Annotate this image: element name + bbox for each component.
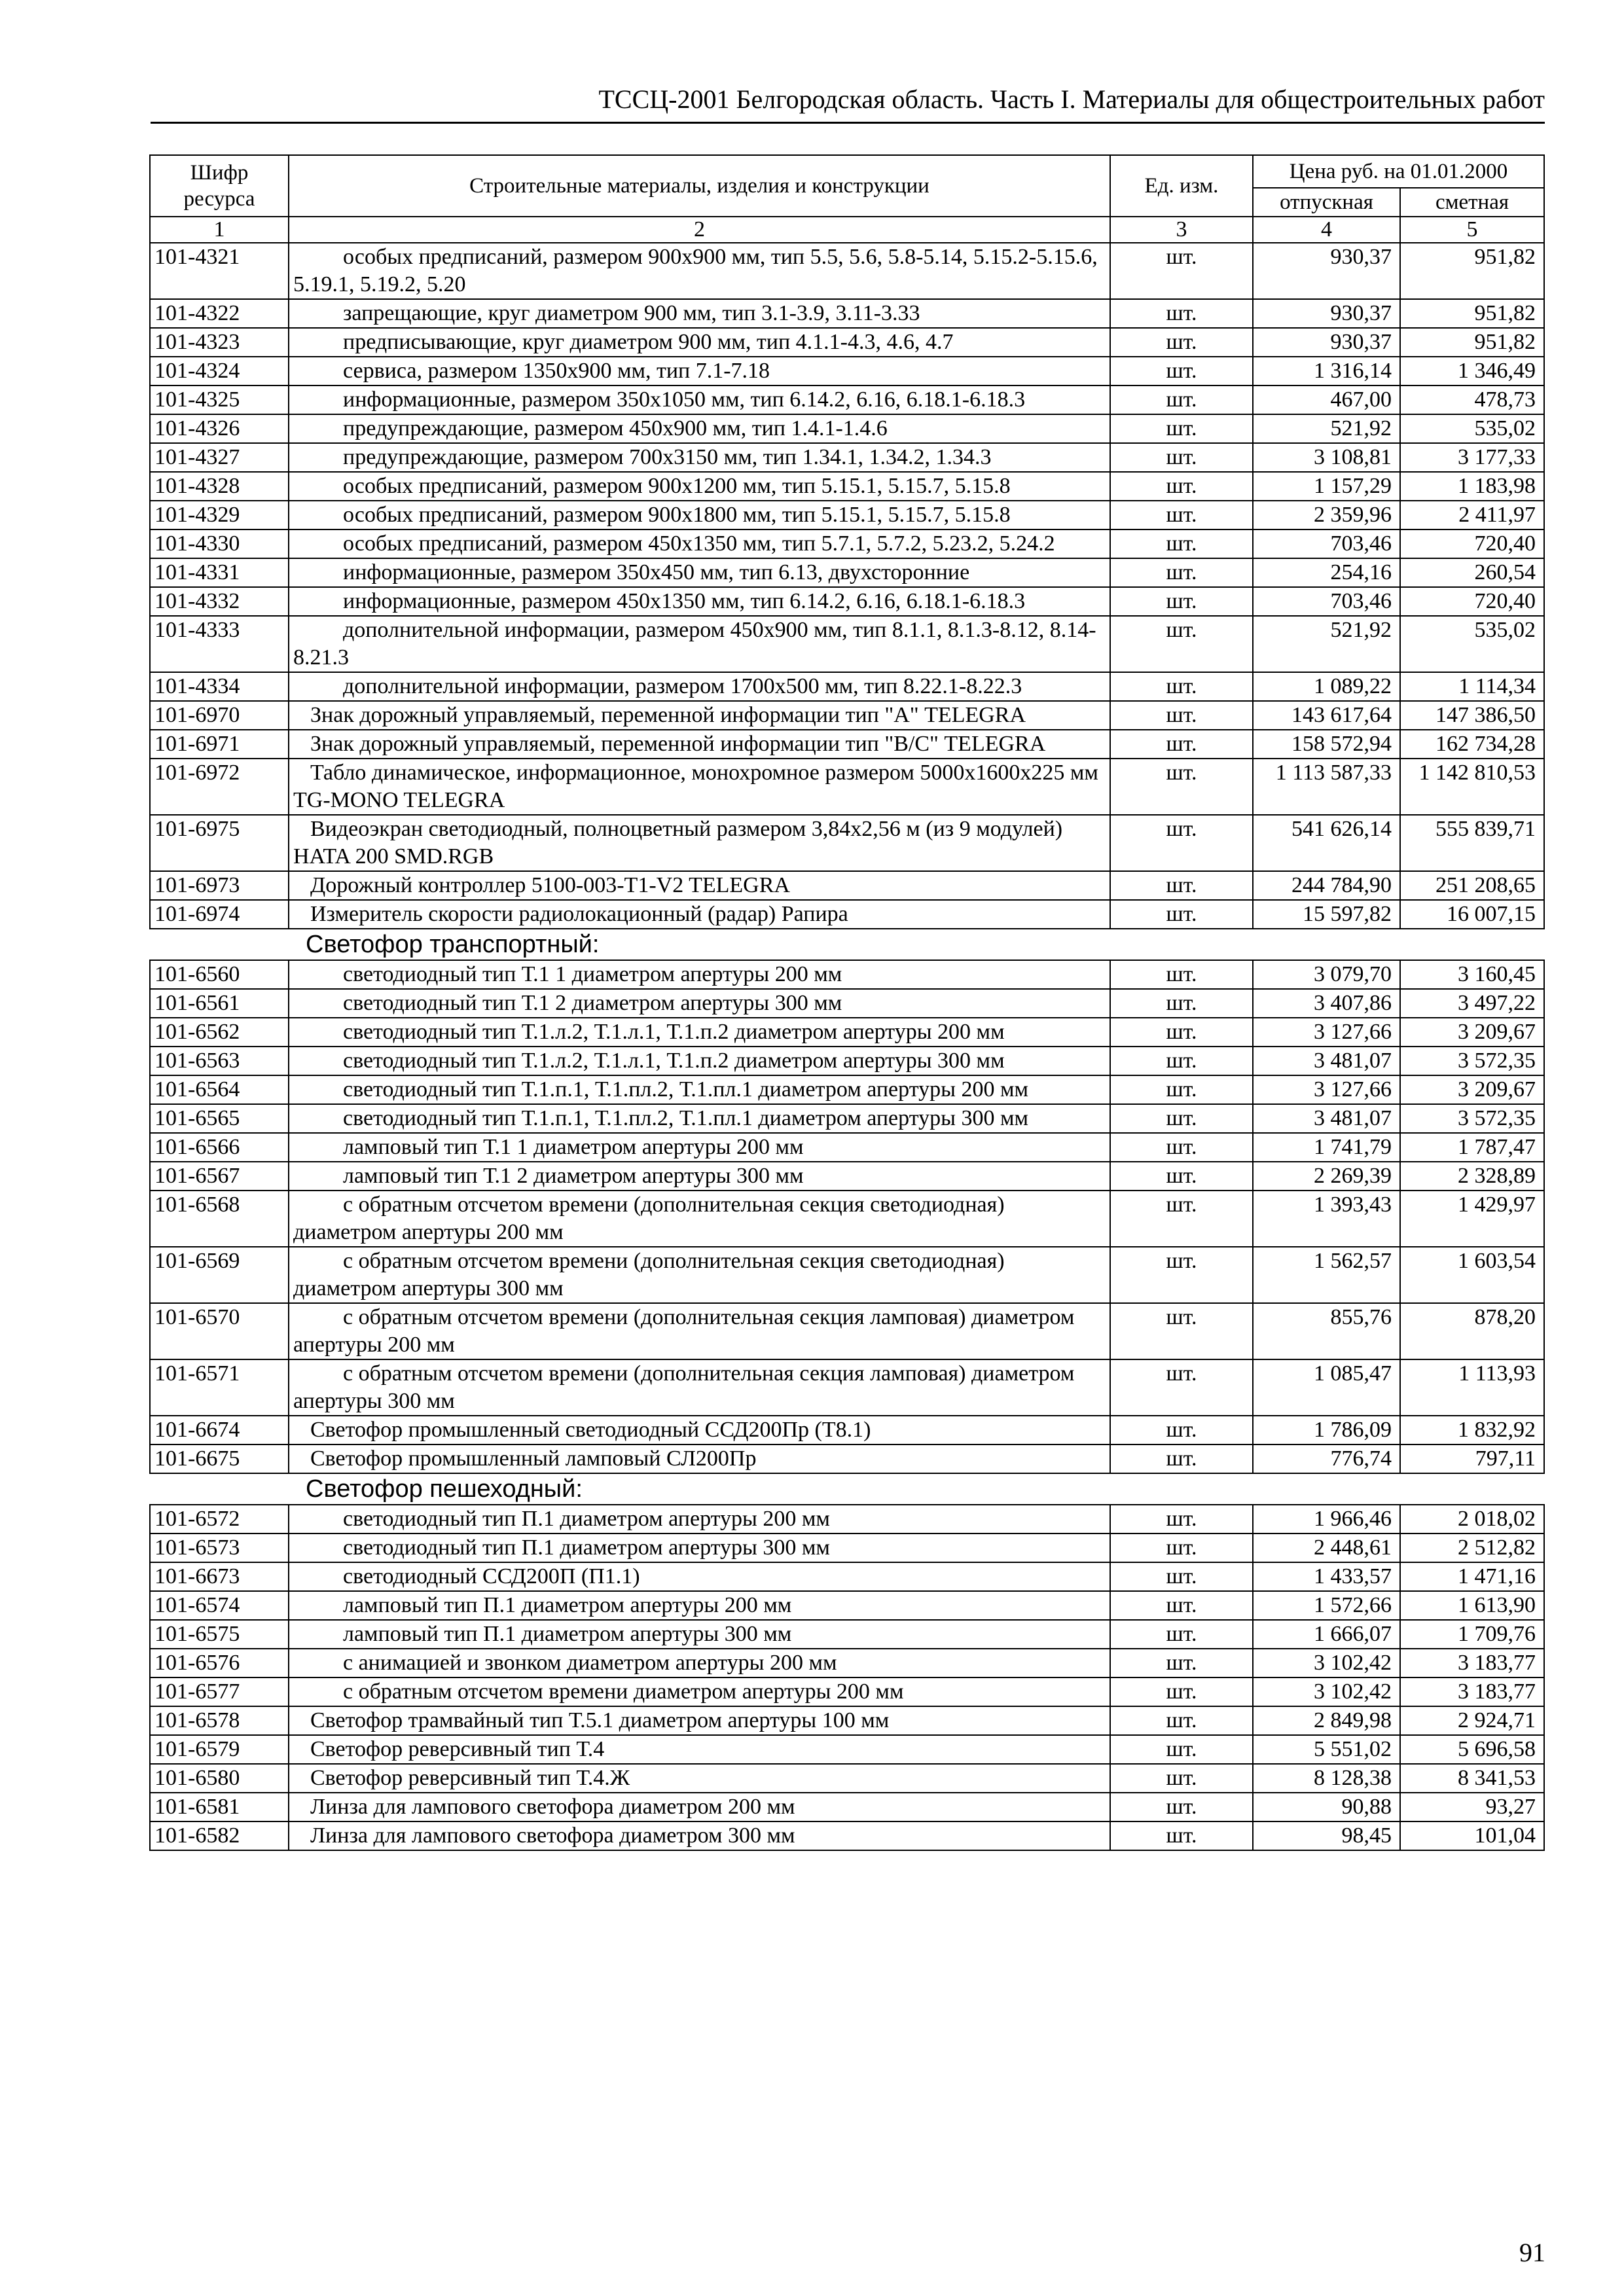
release-price-cell: 1 433,57 [1253,1562,1400,1591]
material-name-cell: светодиодный тип П.1 диаметром апертуры 200 мм [289,1505,1110,1534]
table-row [150,1706,1544,1735]
table-row [150,1444,1544,1473]
unit-cell: шт. [1110,1677,1253,1706]
estimate-price-cell: 720,40 [1400,587,1544,616]
release-price-cell: 1 786,09 [1253,1416,1400,1444]
header-code: Шифр ресурса [150,155,289,217]
section-title: Светофор транспортный: [150,929,1544,960]
release-price-cell: 5 551,02 [1253,1735,1400,1764]
table-row [150,1047,1544,1075]
unit-cell: шт. [1110,815,1253,871]
unit-cell: шт. [1110,1162,1253,1191]
material-name-cell: светодиодный тип Т.1 2 диаметром апертуры 300 мм [289,989,1110,1018]
material-name-cell: Измеритель скорости радиолокационный (радар) Рапира [289,900,1110,929]
release-price-cell: 855,76 [1253,1303,1400,1359]
release-price-cell: 1 085,47 [1253,1359,1400,1416]
table-body [150,243,1544,1850]
resource-code-cell: 101-4332 [150,587,289,616]
page-number: 91 [1519,2238,1545,2267]
release-price-cell: 3 102,42 [1253,1677,1400,1706]
release-price-cell: 90,88 [1253,1793,1400,1821]
resource-code-cell: 101-6582 [150,1821,289,1850]
table-row [150,759,1544,815]
material-name-cell: предупреждающие, размером 450х900 мм, тип 1.4.1-1.4.6 [289,414,1110,443]
unit-cell: шт. [1110,243,1253,299]
resource-code-cell: 101-6564 [150,1075,289,1104]
estimate-price-cell: 3 572,35 [1400,1047,1544,1075]
resource-code-cell: 101-6575 [150,1620,289,1649]
release-price-cell: 2 849,98 [1253,1706,1400,1735]
resource-code-cell: 101-6973 [150,871,289,900]
table-row [150,558,1544,587]
unit-cell: шт. [1110,616,1253,672]
release-price-cell: 1 966,46 [1253,1505,1400,1534]
release-price-cell: 1 666,07 [1253,1620,1400,1649]
release-price-cell: 930,37 [1253,299,1400,328]
resource-code-cell: 101-6563 [150,1047,289,1075]
resource-code-cell: 101-6578 [150,1706,289,1735]
unit-cell: шт. [1110,1534,1253,1562]
column-number: 3 [1110,217,1253,243]
release-price-cell: 158 572,94 [1253,730,1400,759]
table-row [150,815,1544,871]
material-name-cell: с обратным отсчетом времени (дополнительная секция ламповая) диаметром апертуры 300 мм [289,1359,1110,1416]
release-price-cell: 8 128,38 [1253,1764,1400,1793]
resource-code-cell: 101-4326 [150,414,289,443]
release-price-cell: 1 572,66 [1253,1591,1400,1620]
section-title: Светофор пешеходный: [150,1473,1544,1505]
table-row [150,1793,1544,1821]
table-row [150,414,1544,443]
resource-code-cell: 101-6560 [150,960,289,989]
unit-cell: шт. [1110,1821,1253,1850]
unit-cell: шт. [1110,472,1253,501]
material-name-cell: запрещающие, круг диаметром 900 мм, тип 3.1-3.9, 3.11-3.33 [289,299,1110,328]
material-name-cell: с обратным отсчетом времени (дополнительная секция ламповая) диаметром апертуры 200 мм [289,1303,1110,1359]
column-number: 5 [1400,217,1544,243]
table-row [150,587,1544,616]
material-name-cell: светодиодный тип Т.1.п.1, Т.1.пл.2, Т.1.пл.1 диаметром апертуры 300 мм [289,1104,1110,1133]
estimate-price-cell: 3 177,33 [1400,443,1544,472]
unit-cell: шт. [1110,989,1253,1018]
unit-cell: шт. [1110,1191,1253,1247]
resource-code-cell: 101-6581 [150,1793,289,1821]
material-name-cell: предписывающие, круг диаметром 900 мм, тип 4.1.1-4.3, 4.6, 4.7 [289,328,1110,357]
material-name-cell: светодиодный ССД200П (П1.1) [289,1562,1110,1591]
table-row [150,1620,1544,1649]
material-name-cell: Светофор промышленный ламповый СЛ200Пр [289,1444,1110,1473]
table-row [150,1821,1544,1850]
table-row [150,1018,1544,1047]
unit-cell: шт. [1110,1591,1253,1620]
resource-code-cell: 101-6571 [150,1359,289,1416]
release-price-cell: 2 359,96 [1253,501,1400,529]
resource-code-cell: 101-4330 [150,529,289,558]
unit-cell: шт. [1110,1764,1253,1793]
material-name-cell: светодиодный тип Т.1.л.2, Т.1.л.1, Т.1.п.2 диаметром апертуры 300 мм [289,1047,1110,1075]
estimate-price-cell: 162 734,28 [1400,730,1544,759]
unit-cell: шт. [1110,1018,1253,1047]
resource-code-cell: 101-4323 [150,328,289,357]
material-name-cell: Светофор трамвайный тип Т.5.1 диаметром апертуры 100 мм [289,1706,1110,1735]
estimate-price-cell: 1 113,93 [1400,1359,1544,1416]
release-price-cell: 541 626,14 [1253,815,1400,871]
unit-cell: шт. [1110,1444,1253,1473]
resource-code-cell: 101-4322 [150,299,289,328]
resource-code-cell: 101-6568 [150,1191,289,1247]
material-name-cell: Знак дорожный управляемый, переменной информации тип "А" TELEGRA [289,701,1110,730]
estimate-price-cell: 3 183,77 [1400,1677,1544,1706]
resource-code-cell: 101-6974 [150,900,289,929]
release-price-cell: 254,16 [1253,558,1400,587]
estimate-price-cell: 3 183,77 [1400,1649,1544,1677]
estimate-price-cell: 878,20 [1400,1303,1544,1359]
table-row [150,730,1544,759]
unit-cell: шт. [1110,299,1253,328]
table-row [150,1764,1544,1793]
resource-code-cell: 101-4324 [150,357,289,386]
unit-cell: шт. [1110,1416,1253,1444]
table-row [150,1591,1544,1620]
material-name-cell: ламповый тип П.1 диаметром апертуры 200 мм [289,1591,1110,1620]
estimate-price-cell: 2 328,89 [1400,1162,1544,1191]
table-row [150,989,1544,1018]
resource-code-cell: 101-6675 [150,1444,289,1473]
resource-code-cell: 101-4328 [150,472,289,501]
resource-code-cell: 101-6570 [150,1303,289,1359]
table-row [150,1677,1544,1706]
material-name-cell: светодиодный тип П.1 диаметром апертуры 300 мм [289,1534,1110,1562]
material-name-cell: светодиодный тип Т.1 1 диаметром апертуры 200 мм [289,960,1110,989]
material-name-cell: информационные, размером 450х1350 мм, тип 6.14.2, 6.16, 6.18.1-6.18.3 [289,587,1110,616]
estimate-price-cell: 1 613,90 [1400,1591,1544,1620]
unit-cell: шт. [1110,1359,1253,1416]
table-row [150,1104,1544,1133]
resource-code-cell: 101-6565 [150,1104,289,1133]
table-row [150,701,1544,730]
unit-cell: шт. [1110,1303,1253,1359]
release-price-cell: 1 157,29 [1253,472,1400,501]
unit-cell: шт. [1110,1735,1253,1764]
unit-cell: шт. [1110,529,1253,558]
material-name-cell: Светофор промышленный светодиодный ССД200Пр (Т8.1) [289,1416,1110,1444]
estimate-price-cell: 1 603,54 [1400,1247,1544,1303]
header-name: Строительные материалы, изделия и конструкции [289,155,1110,217]
table-row [150,299,1544,328]
estimate-price-cell: 1 183,98 [1400,472,1544,501]
resource-code-cell: 101-4321 [150,243,289,299]
estimate-price-cell: 1 471,16 [1400,1562,1544,1591]
release-price-cell: 3 407,86 [1253,989,1400,1018]
unit-cell: шт. [1110,1706,1253,1735]
resource-code-cell: 101-4331 [150,558,289,587]
header-release-price: отпускная [1253,188,1400,217]
unit-cell: шт. [1110,1620,1253,1649]
material-name-cell: особых предписаний, размером 900х1200 мм, тип 5.15.1, 5.15.7, 5.15.8 [289,472,1110,501]
resource-code-cell: 101-6569 [150,1247,289,1303]
estimate-price-cell: 8 341,53 [1400,1764,1544,1793]
material-name-cell: дополнительной информации, размером 450х900 мм, тип 8.1.1, 8.1.3-8.12, 8.14-8.21.3 [289,616,1110,672]
estimate-price-cell: 5 696,58 [1400,1735,1544,1764]
table-row [150,672,1544,701]
table-row [150,1247,1544,1303]
material-name-cell: с анимацией и звонком диаметром апертуры 200 мм [289,1649,1110,1677]
material-name-cell: Светофор реверсивный тип Т.4.Ж [289,1764,1110,1793]
estimate-price-cell: 3 572,35 [1400,1104,1544,1133]
resource-code-cell: 101-6970 [150,701,289,730]
resource-code-cell: 101-4333 [150,616,289,672]
unit-cell: шт. [1110,900,1253,929]
estimate-price-cell: 951,82 [1400,328,1544,357]
estimate-price-cell: 101,04 [1400,1821,1544,1850]
unit-cell: шт. [1110,701,1253,730]
material-name-cell: особых предписаний, размером 900х900 мм, тип 5.5, 5.6, 5.8-5.14, 5.15.2-5.15.6, 5.19.1, 5.19.2, 5.20 [289,243,1110,299]
release-price-cell: 1 393,43 [1253,1191,1400,1247]
release-price-cell: 1 562,57 [1253,1247,1400,1303]
release-price-cell: 3 481,07 [1253,1104,1400,1133]
estimate-price-cell: 147 386,50 [1400,701,1544,730]
release-price-cell: 3 127,66 [1253,1018,1400,1047]
table-row [150,1191,1544,1247]
price-table [149,154,1545,1851]
estimate-price-cell: 951,82 [1400,243,1544,299]
release-price-cell: 3 127,66 [1253,1075,1400,1104]
resource-code-cell: 101-4325 [150,386,289,414]
header-unit: Ед. изм. [1110,155,1253,217]
material-name-cell: Линза для лампового светофора диаметром 300 мм [289,1821,1110,1850]
estimate-price-cell: 16 007,15 [1400,900,1544,929]
table-row [150,1735,1544,1764]
estimate-price-cell: 3 160,45 [1400,960,1544,989]
table-row [150,386,1544,414]
estimate-price-cell: 260,54 [1400,558,1544,587]
estimate-price-cell: 2 411,97 [1400,501,1544,529]
release-price-cell: 521,92 [1253,616,1400,672]
unit-cell: шт. [1110,871,1253,900]
table-row [150,960,1544,989]
resource-code-cell: 101-6562 [150,1018,289,1047]
unit-cell: шт. [1110,558,1253,587]
resource-code-cell: 101-6572 [150,1505,289,1534]
unit-cell: шт. [1110,414,1253,443]
unit-cell: шт. [1110,730,1253,759]
material-name-cell: Видеоэкран светодиодный, полноцветный размером 3,84х2,56 м (из 9 модулей) HATA 200 SMD.RGB [289,815,1110,871]
unit-cell: шт. [1110,960,1253,989]
table-row [150,1133,1544,1162]
release-price-cell: 1 741,79 [1253,1133,1400,1162]
table-row [150,1505,1544,1534]
estimate-price-cell: 535,02 [1400,414,1544,443]
estimate-price-cell: 1 787,47 [1400,1133,1544,1162]
estimate-price-cell: 1 142 810,53 [1400,759,1544,815]
release-price-cell: 467,00 [1253,386,1400,414]
resource-code-cell: 101-4334 [150,672,289,701]
material-name-cell: Дорожный контроллер 5100-003-T1-V2 TELEGRA [289,871,1110,900]
unit-cell: шт. [1110,587,1253,616]
unit-cell: шт. [1110,1505,1253,1534]
material-name-cell: предупреждающие, размером 700х3150 мм, тип 1.34.1, 1.34.2, 1.34.3 [289,443,1110,472]
estimate-price-cell: 251 208,65 [1400,871,1544,900]
release-price-cell: 15 597,82 [1253,900,1400,929]
material-name-cell: ламповый тип П.1 диаметром апертуры 300 мм [289,1620,1110,1649]
material-name-cell: ламповый тип Т.1 1 диаметром апертуры 200 мм [289,1133,1110,1162]
material-name-cell: светодиодный тип Т.1.п.1, Т.1.пл.2, Т.1.пл.1 диаметром апертуры 200 мм [289,1075,1110,1104]
estimate-price-cell: 555 839,71 [1400,815,1544,871]
column-number: 1 [150,217,289,243]
resource-code-cell: 101-6561 [150,989,289,1018]
unit-cell: шт. [1110,1104,1253,1133]
release-price-cell: 1 089,22 [1253,672,1400,701]
material-name-cell: Табло динамическое, информационное, монохромное размером 5000х1600х225 мм TG-MONO TELEGRA [289,759,1110,815]
unit-cell: шт. [1110,1562,1253,1591]
estimate-price-cell: 478,73 [1400,386,1544,414]
release-price-cell: 703,46 [1253,587,1400,616]
table-row [150,1534,1544,1562]
estimate-price-cell: 720,40 [1400,529,1544,558]
unit-cell: шт. [1110,386,1253,414]
material-name-cell: Знак дорожный управляемый, переменной информации тип "В/С" TELEGRA [289,730,1110,759]
page-header: ТССЦ-2001 Белгородская область. Часть I. Материалы для общестроительных работ [151,82,1545,124]
table-row [150,900,1544,929]
estimate-price-cell: 1 709,76 [1400,1620,1544,1649]
table-row [150,1359,1544,1416]
estimate-price-cell: 3 209,67 [1400,1075,1544,1104]
unit-cell: шт. [1110,1075,1253,1104]
unit-cell: шт. [1110,1047,1253,1075]
estimate-price-cell: 1 429,97 [1400,1191,1544,1247]
material-name-cell: с обратным отсчетом времени (дополнительная секция светодиодная) диаметром апертуры 300 мм [289,1247,1110,1303]
resource-code-cell: 101-6573 [150,1534,289,1562]
estimate-price-cell: 951,82 [1400,299,1544,328]
estimate-price-cell: 2 512,82 [1400,1534,1544,1562]
estimate-price-cell: 93,27 [1400,1793,1544,1821]
unit-cell: шт. [1110,443,1253,472]
column-number: 4 [1253,217,1400,243]
material-name-cell: Линза для лампового светофора диаметром 200 мм [289,1793,1110,1821]
resource-code-cell: 101-6673 [150,1562,289,1591]
estimate-price-cell: 1 114,34 [1400,672,1544,701]
release-price-cell: 1 113 587,33 [1253,759,1400,815]
header-estimate-price: сметная [1400,188,1544,217]
unit-cell: шт. [1110,672,1253,701]
release-price-cell: 521,92 [1253,414,1400,443]
release-price-cell: 143 617,64 [1253,701,1400,730]
material-name-cell: сервиса, размером 1350х900 мм, тип 7.1-7.18 [289,357,1110,386]
release-price-cell: 3 102,42 [1253,1649,1400,1677]
material-name-cell: с обратным отсчетом времени (дополнительная секция светодиодная) диаметром апертуры 200 мм [289,1191,1110,1247]
unit-cell: шт. [1110,759,1253,815]
table-row [150,501,1544,529]
resource-code-cell: 101-6975 [150,815,289,871]
material-name-cell: информационные, размером 350х450 мм, тип 6.13, двухсторонние [289,558,1110,587]
material-name-cell: дополнительной информации, размером 1700х500 мм, тип 8.22.1-8.22.3 [289,672,1110,701]
material-name-cell: особых предписаний, размером 900х1800 мм, тип 5.15.1, 5.15.7, 5.15.8 [289,501,1110,529]
material-name-cell: ламповый тип Т.1 2 диаметром апертуры 300 мм [289,1162,1110,1191]
release-price-cell: 2 269,39 [1253,1162,1400,1191]
section-row [150,1473,1544,1505]
table-row [150,243,1544,299]
resource-code-cell: 101-6971 [150,730,289,759]
release-price-cell: 3 079,70 [1253,960,1400,989]
resource-code-cell: 101-6574 [150,1591,289,1620]
estimate-price-cell: 3 209,67 [1400,1018,1544,1047]
release-price-cell: 98,45 [1253,1821,1400,1850]
table-row [150,1562,1544,1591]
release-price-cell: 244 784,90 [1253,871,1400,900]
release-price-cell: 930,37 [1253,328,1400,357]
table-row [150,1416,1544,1444]
release-price-cell: 930,37 [1253,243,1400,299]
resource-code-cell: 101-6972 [150,759,289,815]
material-name-cell: с обратным отсчетом времени диаметром апертуры 200 мм [289,1677,1110,1706]
table-row [150,443,1544,472]
release-price-cell: 1 316,14 [1253,357,1400,386]
unit-cell: шт. [1110,1649,1253,1677]
table-row [150,871,1544,900]
release-price-cell: 2 448,61 [1253,1534,1400,1562]
resource-code-cell: 101-6674 [150,1416,289,1444]
release-price-cell: 3 108,81 [1253,443,1400,472]
header-price: Цена руб. на 01.01.2000 [1253,155,1544,188]
material-name-cell: информационные, размером 350х1050 мм, тип 6.14.2, 6.16, 6.18.1-6.18.3 [289,386,1110,414]
unit-cell: шт. [1110,1133,1253,1162]
estimate-price-cell: 535,02 [1400,616,1544,672]
table-row [150,529,1544,558]
table-row [150,472,1544,501]
table-row [150,1075,1544,1104]
release-price-cell: 3 481,07 [1253,1047,1400,1075]
table-row [150,1162,1544,1191]
table-row [150,357,1544,386]
estimate-price-cell: 1 832,92 [1400,1416,1544,1444]
resource-code-cell: 101-4329 [150,501,289,529]
unit-cell: шт. [1110,1247,1253,1303]
resource-code-cell: 101-6567 [150,1162,289,1191]
material-name-cell: светодиодный тип Т.1.л.2, Т.1.л.1, Т.1.п.2 диаметром апертуры 200 мм [289,1018,1110,1047]
material-name-cell: особых предписаний, размером 450х1350 мм, тип 5.7.1, 5.7.2, 5.23.2, 5.24.2 [289,529,1110,558]
unit-cell: шт. [1110,328,1253,357]
estimate-price-cell: 2 924,71 [1400,1706,1544,1735]
release-price-cell: 703,46 [1253,529,1400,558]
resource-code-cell: 101-6577 [150,1677,289,1706]
estimate-price-cell: 1 346,49 [1400,357,1544,386]
table-row [150,328,1544,357]
unit-cell: шт. [1110,501,1253,529]
release-price-cell: 776,74 [1253,1444,1400,1473]
table-row [150,1303,1544,1359]
resource-code-cell: 101-6576 [150,1649,289,1677]
table-row [150,1649,1544,1677]
resource-code-cell: 101-6579 [150,1735,289,1764]
column-number: 2 [289,217,1110,243]
resource-code-cell: 101-4327 [150,443,289,472]
estimate-price-cell: 797,11 [1400,1444,1544,1473]
resource-code-cell: 101-6580 [150,1764,289,1793]
estimate-price-cell: 3 497,22 [1400,989,1544,1018]
unit-cell: шт. [1110,357,1253,386]
estimate-price-cell: 2 018,02 [1400,1505,1544,1534]
resource-code-cell: 101-6566 [150,1133,289,1162]
material-name-cell: Светофор реверсивный тип Т.4 [289,1735,1110,1764]
table-row [150,616,1544,672]
unit-cell: шт. [1110,1793,1253,1821]
section-row [150,929,1544,960]
